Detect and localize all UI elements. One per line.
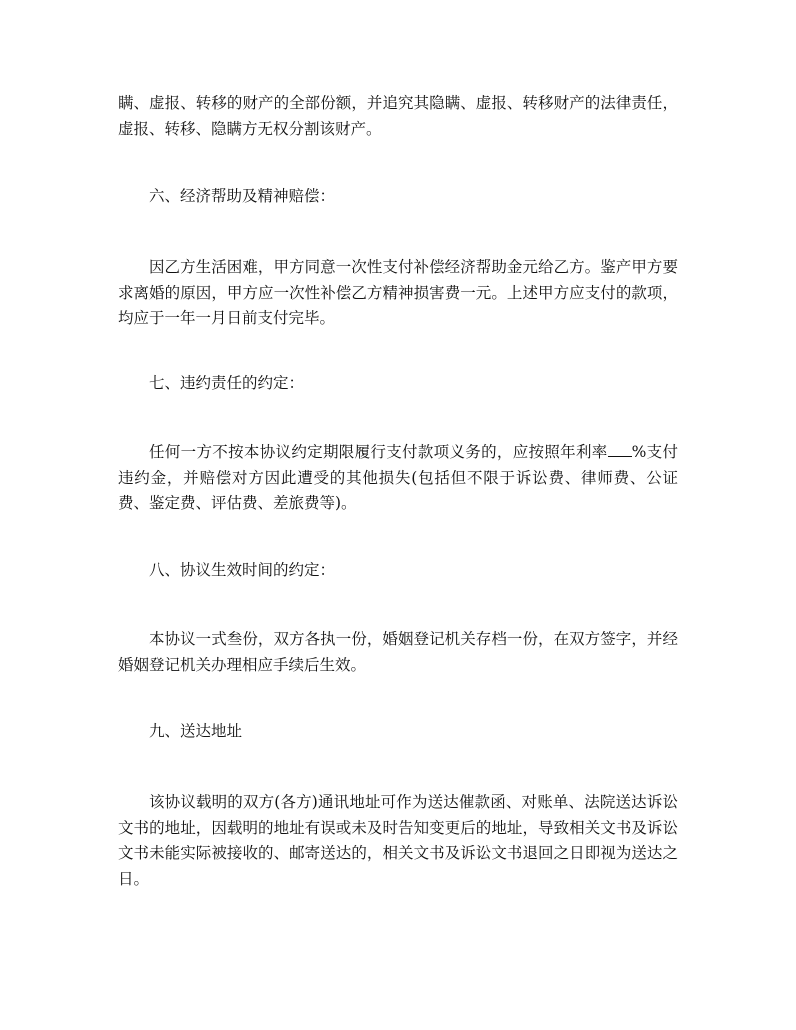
- paragraph-economic-help: 因乙方生活困难，甲方同意一次性支付补偿经济帮助金元给乙方。鉴产甲方要求离婚的原因，甲方应一次性补偿乙方精神损害费一元。上述甲方应支付的款项，均应于一年一月日前支付完毕。: [118, 258, 678, 327]
- breach-text-before-blank: 任何一方不按本协议约定期限履行支付款项义务的，应按照年利率: [149, 443, 608, 461]
- section-heading-breach-liability: 七、违约责任的约定：: [149, 374, 305, 392]
- breach-text-after-blank: %支付违约金，并赔偿对方因此遭受的其他损失(包括但不限于诉讼费、律师费、公证费、鉴定费、评估费、差旅费等)。: [118, 443, 678, 512]
- paragraph-continued: 瞒、虚报、转移的财产的全部份额，并追究其隐瞒、虚报、转移财产的法律责任，虚报、转移、隐瞒方无权分割该财产。: [118, 94, 678, 138]
- paragraph-breach-liability: [118, 440, 678, 517]
- section-heading-effective-time: 八、协议生效时间的约定：: [149, 561, 336, 579]
- paragraph-service-address: 该协议载明的双方(各方)通讯地址可作为送达催款函、对账单、法院送达诉讼文书的地址，因载明的地址有误或未及时告知变更后的地址，导致相关文书及诉讼文书未能实际被接收的、邮寄送达的，相关文书及诉讼文书退回之日即视为送达之日。: [118, 793, 678, 888]
- section-heading-economic-help: 六、经济帮助及精神赔偿：: [149, 187, 336, 205]
- paragraph-effective-time: 本协议一式叁份，双方各执一份，婚姻登记机关存档一份，在双方签字，并经婚姻登记机关办理相应手续后生效。: [118, 630, 678, 674]
- interest-rate-blank: [608, 442, 632, 457]
- section-heading-service-address: 九、送达地址: [149, 722, 243, 740]
